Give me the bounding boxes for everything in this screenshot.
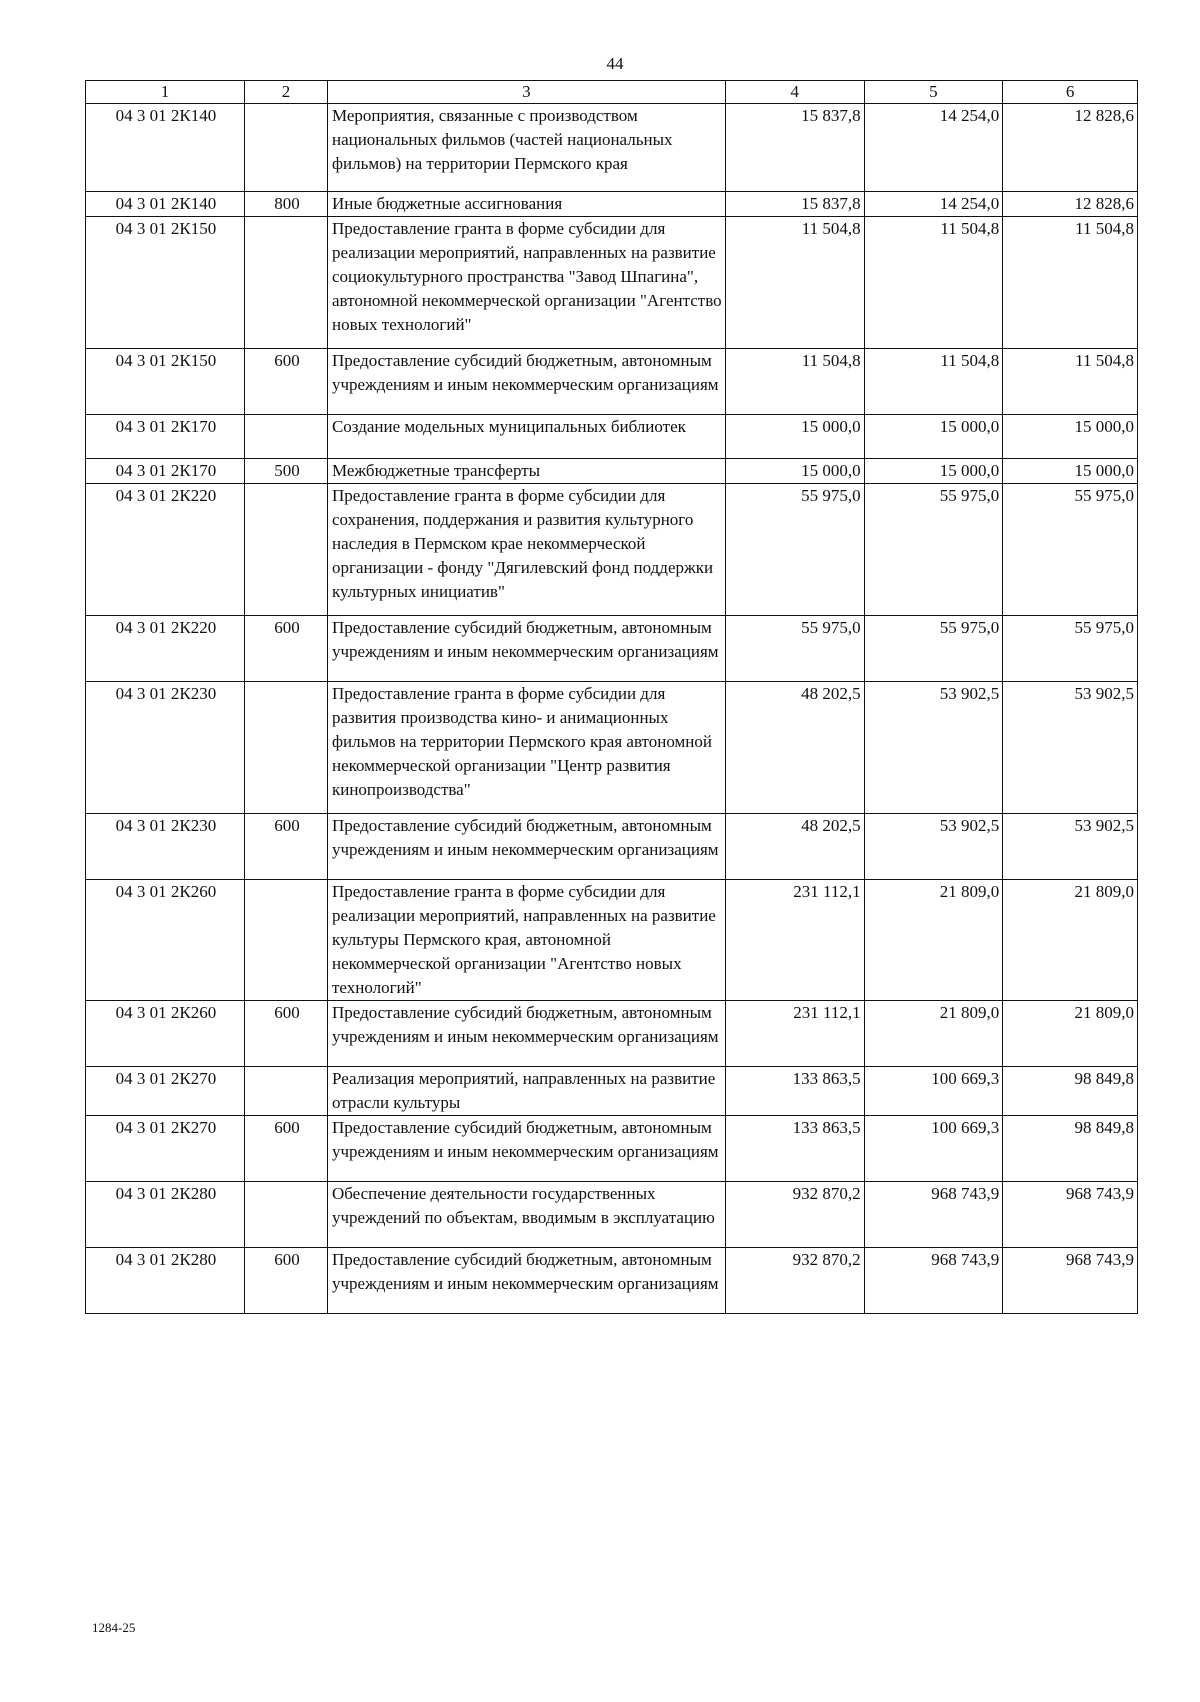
cell-amount-col4: 11 504,8 — [725, 217, 864, 349]
cell-amount-col6: 53 902,5 — [1003, 814, 1138, 880]
cell-expense-type: 600 — [244, 814, 327, 880]
cell-amount-col6: 15 000,0 — [1003, 459, 1138, 484]
cell-name: Иные бюджетные ассигнования — [327, 192, 725, 217]
column-header-4: 4 — [725, 81, 864, 104]
cell-amount-col6: 98 849,8 — [1003, 1067, 1138, 1116]
cell-amount-col4: 48 202,5 — [725, 682, 864, 814]
table-row — [86, 1182, 1138, 1248]
cell-amount-col5: 21 809,0 — [864, 1001, 1003, 1067]
cell-amount-col6: 21 809,0 — [1003, 1001, 1138, 1067]
cell-amount-col5: 15 000,0 — [864, 415, 1003, 459]
cell-expense-type — [244, 682, 327, 814]
cell-name: Предоставление субсидий бюджетным, автономным учреждениям и иным некоммерческим организациям — [327, 814, 725, 880]
table-row — [86, 192, 1138, 217]
cell-amount-col6: 12 828,6 — [1003, 104, 1138, 192]
cell-amount-col6: 55 975,0 — [1003, 484, 1138, 616]
table-row — [86, 616, 1138, 682]
table-row — [86, 1001, 1138, 1067]
cell-name: Создание модельных муниципальных библиотек — [327, 415, 725, 459]
table-row — [86, 459, 1138, 484]
cell-expense-type: 600 — [244, 1001, 327, 1067]
cell-expense-type — [244, 217, 327, 349]
table-row — [86, 1248, 1138, 1314]
cell-target-code: 04 3 01 2К230 — [86, 814, 245, 880]
table-row — [86, 814, 1138, 880]
cell-amount-col4: 11 504,8 — [725, 349, 864, 415]
cell-target-code: 04 3 01 2К140 — [86, 104, 245, 192]
cell-target-code: 04 3 01 2К220 — [86, 484, 245, 616]
cell-name: Предоставление гранта в форме субсидии для реализации мероприятий, направленных на развитие культуры Пермского края, автономной некоммерческой организации "Агентство новых технологий" — [327, 880, 725, 1001]
cell-amount-col4: 133 863,5 — [725, 1067, 864, 1116]
cell-target-code: 04 3 01 2К270 — [86, 1116, 245, 1182]
table-row — [86, 415, 1138, 459]
cell-amount-col4: 231 112,1 — [725, 1001, 864, 1067]
cell-amount-col4: 231 112,1 — [725, 880, 864, 1001]
cell-amount-col6: 968 743,9 — [1003, 1248, 1138, 1314]
cell-target-code: 04 3 01 2К150 — [86, 217, 245, 349]
table-row — [86, 880, 1138, 1001]
table-header-row — [86, 81, 1138, 104]
cell-amount-col5: 968 743,9 — [864, 1182, 1003, 1248]
cell-target-code: 04 3 01 2К230 — [86, 682, 245, 814]
cell-expense-type — [244, 1182, 327, 1248]
cell-name: Реализация мероприятий, направленных на развитие отрасли культуры — [327, 1067, 725, 1116]
cell-amount-col4: 15 837,8 — [725, 192, 864, 217]
cell-target-code: 04 3 01 2К140 — [86, 192, 245, 217]
cell-amount-col4: 55 975,0 — [725, 484, 864, 616]
cell-amount-col5: 14 254,0 — [864, 192, 1003, 217]
cell-amount-col4: 15 000,0 — [725, 415, 864, 459]
table-row — [86, 349, 1138, 415]
cell-amount-col6: 968 743,9 — [1003, 1182, 1138, 1248]
page-number: 44 — [606, 54, 624, 73]
cell-expense-type: 600 — [244, 1116, 327, 1182]
cell-expense-type: 600 — [244, 616, 327, 682]
cell-amount-col6: 98 849,8 — [1003, 1116, 1138, 1182]
cell-amount-col4: 48 202,5 — [725, 814, 864, 880]
cell-name: Предоставление гранта в форме субсидии для развития производства кино- и анимационных фильмов на территории Пермского края автономной некоммерческой организации "Центр развития кинопроизводства" — [327, 682, 725, 814]
table-row — [86, 104, 1138, 192]
cell-expense-type — [244, 104, 327, 192]
column-header-5: 5 — [864, 81, 1003, 104]
cell-amount-col4: 133 863,5 — [725, 1116, 864, 1182]
cell-amount-col5: 15 000,0 — [864, 459, 1003, 484]
table-row — [86, 1116, 1138, 1182]
budget-table — [85, 80, 1138, 1314]
cell-amount-col5: 53 902,5 — [864, 682, 1003, 814]
table-row — [86, 1067, 1138, 1116]
cell-amount-col4: 55 975,0 — [725, 616, 864, 682]
cell-expense-type — [244, 415, 327, 459]
cell-amount-col6: 11 504,8 — [1003, 349, 1138, 415]
cell-name: Предоставление субсидий бюджетным, автономным учреждениям и иным некоммерческим организациям — [327, 1001, 725, 1067]
column-header-6: 6 — [1003, 81, 1138, 104]
cell-amount-col5: 14 254,0 — [864, 104, 1003, 192]
cell-name: Межбюджетные трансферты — [327, 459, 725, 484]
table-row — [86, 682, 1138, 814]
cell-amount-col4: 15 837,8 — [725, 104, 864, 192]
cell-amount-col5: 55 975,0 — [864, 616, 1003, 682]
cell-name: Предоставление субсидий бюджетным, автономным учреждениям и иным некоммерческим организациям — [327, 1248, 725, 1314]
cell-name: Предоставление гранта в форме субсидии для реализации мероприятий, направленных на развитие социокультурного пространства "Завод Шпагина", автономной некоммерческой организации "Агентство новых технологий" — [327, 217, 725, 349]
cell-name: Предоставление субсидий бюджетным, автономным учреждениям и иным некоммерческим организациям — [327, 616, 725, 682]
cell-name: Мероприятия, связанные с производством национальных фильмов (частей национальных фильмов) на территории Пермского края — [327, 104, 725, 192]
cell-expense-type — [244, 484, 327, 616]
cell-name: Предоставление субсидий бюджетным, автономным учреждениям и иным некоммерческим организациям — [327, 349, 725, 415]
cell-name: Предоставление гранта в форме субсидии для сохранения, поддержания и развития культурного наследия в Пермском крае некоммерческой организации - фонду "Дягилевский фонд поддержки культурных инициатив" — [327, 484, 725, 616]
cell-name: Предоставление субсидий бюджетным, автономным учреждениям и иным некоммерческим организациям — [327, 1116, 725, 1182]
cell-amount-col5: 11 504,8 — [864, 349, 1003, 415]
document-code: 1284-25 — [92, 1620, 136, 1635]
cell-expense-type: 600 — [244, 1248, 327, 1314]
cell-target-code: 04 3 01 2К260 — [86, 1001, 245, 1067]
column-header-2: 2 — [244, 81, 327, 104]
cell-amount-col4: 15 000,0 — [725, 459, 864, 484]
cell-amount-col5: 21 809,0 — [864, 880, 1003, 1001]
table-body — [86, 104, 1138, 1314]
cell-target-code: 04 3 01 2К260 — [86, 880, 245, 1001]
cell-amount-col6: 11 504,8 — [1003, 217, 1138, 349]
cell-amount-col6: 53 902,5 — [1003, 682, 1138, 814]
cell-expense-type — [244, 1067, 327, 1116]
cell-amount-col5: 53 902,5 — [864, 814, 1003, 880]
cell-amount-col5: 55 975,0 — [864, 484, 1003, 616]
cell-expense-type: 600 — [244, 349, 327, 415]
cell-amount-col5: 968 743,9 — [864, 1248, 1003, 1314]
cell-expense-type: 500 — [244, 459, 327, 484]
cell-target-code: 04 3 01 2К280 — [86, 1182, 245, 1248]
cell-expense-type: 800 — [244, 192, 327, 217]
cell-target-code: 04 3 01 2К150 — [86, 349, 245, 415]
cell-amount-col5: 100 669,3 — [864, 1116, 1003, 1182]
cell-target-code: 04 3 01 2К220 — [86, 616, 245, 682]
cell-amount-col5: 11 504,8 — [864, 217, 1003, 349]
cell-target-code: 04 3 01 2К170 — [86, 459, 245, 484]
column-header-1: 1 — [86, 81, 245, 104]
cell-amount-col6: 12 828,6 — [1003, 192, 1138, 217]
cell-target-code: 04 3 01 2К170 — [86, 415, 245, 459]
cell-amount-col5: 100 669,3 — [864, 1067, 1003, 1116]
cell-amount-col6: 55 975,0 — [1003, 616, 1138, 682]
cell-amount-col6: 15 000,0 — [1003, 415, 1138, 459]
table-row — [86, 217, 1138, 349]
cell-amount-col4: 932 870,2 — [725, 1182, 864, 1248]
cell-amount-col4: 932 870,2 — [725, 1248, 864, 1314]
column-header-3: 3 — [327, 81, 725, 104]
cell-name: Обеспечение деятельности государственных учреждений по объектам, вводимым в эксплуатацию — [327, 1182, 725, 1248]
cell-target-code: 04 3 01 2К270 — [86, 1067, 245, 1116]
table-row — [86, 484, 1138, 616]
cell-amount-col6: 21 809,0 — [1003, 880, 1138, 1001]
cell-target-code: 04 3 01 2К280 — [86, 1248, 245, 1314]
cell-expense-type — [244, 880, 327, 1001]
